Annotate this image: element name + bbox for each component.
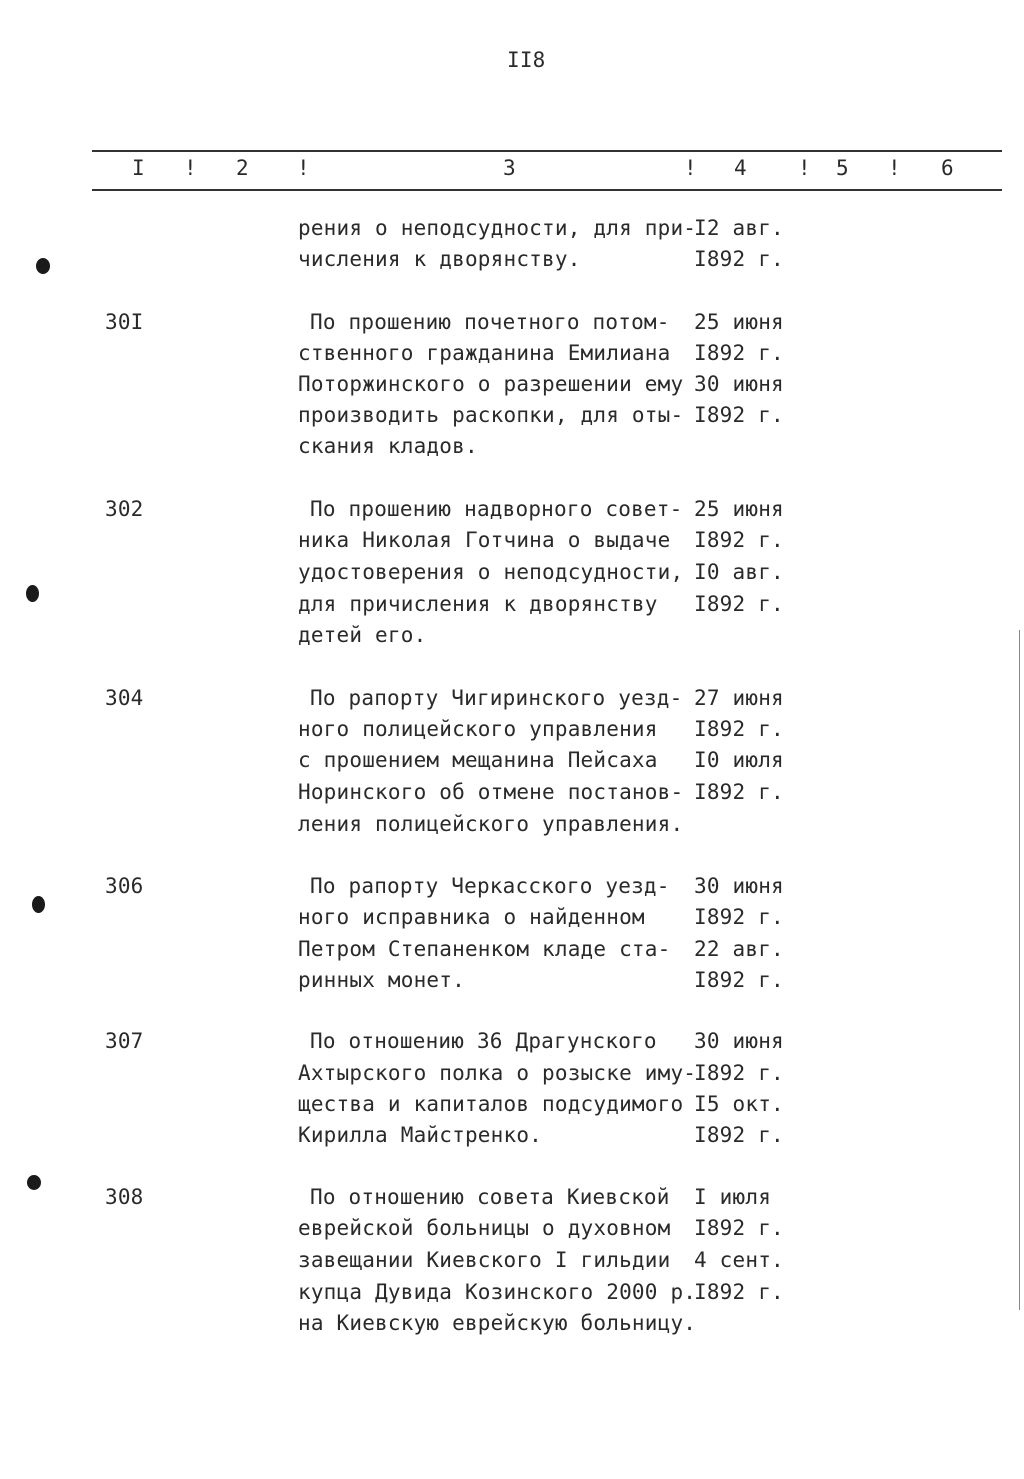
description-line: ственного гражданина Емилиана xyxy=(298,341,671,365)
date-line: 30 июня xyxy=(694,372,784,396)
description-line: щества и капиталов подсудимого xyxy=(298,1092,684,1116)
description-line: для причисления к дворянству xyxy=(298,592,658,616)
date-line: I892 г. xyxy=(694,968,784,992)
date-line: I2 авг. xyxy=(694,216,784,240)
description-line: По отношению совета Киевской xyxy=(310,1185,670,1209)
description-line: удостоверения о неподсудности, xyxy=(298,560,684,584)
col-separator: ! xyxy=(684,156,697,180)
col-separator: ! xyxy=(888,156,901,180)
entry-number: 30I xyxy=(105,310,144,334)
description-line: с прошением мещанина Пейсаха xyxy=(298,748,658,772)
date-line: I892 г. xyxy=(694,1216,784,1240)
col-separator: ! xyxy=(184,156,197,180)
date-line: 22 авг. xyxy=(694,937,784,961)
description-line: ника Николая Готчина о выдаче xyxy=(298,528,671,552)
description-line: По прошению почетного потом- xyxy=(310,310,670,334)
entry-number: 307 xyxy=(105,1029,144,1053)
description-line: Норинского об отмене постанов- xyxy=(298,780,684,804)
description-line: Ахтырского полка о розыске иму- xyxy=(298,1061,697,1085)
date-line: 4 сент. xyxy=(694,1248,784,1272)
description-line: ного исправника о найденном xyxy=(298,905,645,929)
description-line: завещании Киевского I гильдии xyxy=(298,1248,671,1272)
date-line: 30 июня xyxy=(694,874,784,898)
col-1-header: I xyxy=(132,156,145,180)
date-line: I892 г. xyxy=(694,247,784,271)
description-line: купца Дувида Козинского 2000 р. xyxy=(298,1280,697,1304)
col-3-header: 3 xyxy=(503,156,516,180)
description-line: еврейской больницы о духовном xyxy=(298,1216,671,1240)
description-line: скания кладов. xyxy=(298,434,478,458)
date-line: I892 г. xyxy=(694,403,784,427)
date-line: 30 июня xyxy=(694,1029,784,1053)
date-line: I892 г. xyxy=(694,1280,784,1304)
page-number: II8 xyxy=(507,48,546,72)
date-line: I0 июля xyxy=(694,748,784,772)
punch-hole xyxy=(32,896,45,913)
description-line: По рапорту Чигиринского уезд- xyxy=(310,686,683,710)
description-line: на Киевскую еврейскую больницу. xyxy=(298,1311,697,1335)
entry-number: 308 xyxy=(105,1185,144,1209)
header-top-rule xyxy=(92,150,1002,152)
date-line: I892 г. xyxy=(694,717,784,741)
date-line: I892 г. xyxy=(694,905,784,929)
date-line: I июля xyxy=(694,1185,772,1209)
description-line: По рапорту Черкасского уезд- xyxy=(310,874,670,898)
description-line: детей его. xyxy=(298,623,427,647)
entry-number: 304 xyxy=(105,686,144,710)
description-line: Петром Степаненком кладе ста- xyxy=(298,937,671,961)
description-line: производить раскопки, для оты- xyxy=(298,403,684,427)
date-line: I892 г. xyxy=(694,341,784,365)
col-5-header: 5 xyxy=(836,156,849,180)
col-2-header: 2 xyxy=(236,156,249,180)
description-line: ного полицейского управления xyxy=(298,717,658,741)
description-line: числения к дворянству. xyxy=(298,247,581,271)
date-line: I892 г. xyxy=(694,780,784,804)
description-line: ринных монет. xyxy=(298,968,465,992)
col-6-header: 6 xyxy=(941,156,954,180)
description-line: По прошению надворного совет- xyxy=(310,497,683,521)
description-line: ления полицейского управления. xyxy=(298,812,684,836)
punch-hole xyxy=(26,585,39,602)
date-line: I892 г. xyxy=(694,592,784,616)
punch-hole xyxy=(36,258,50,274)
entry-number: 306 xyxy=(105,874,144,898)
date-line: I892 г. xyxy=(694,528,784,552)
description-line: рения о неподсудности, для при- xyxy=(298,216,697,240)
date-line: I0 авг. xyxy=(694,560,784,584)
date-line: 25 июня xyxy=(694,497,784,521)
scan-edge-line xyxy=(1019,630,1020,1310)
col-separator: ! xyxy=(798,156,811,180)
description-line: По отношению 36 Драгунского xyxy=(310,1029,657,1053)
date-line: 25 июня xyxy=(694,310,784,334)
col-4-header: 4 xyxy=(734,156,747,180)
description-line: Кирилла Майстренко. xyxy=(298,1123,543,1147)
entry-number: 302 xyxy=(105,497,144,521)
date-line: 27 июня xyxy=(694,686,784,710)
date-line: I892 г. xyxy=(694,1123,784,1147)
col-separator: ! xyxy=(297,156,310,180)
date-line: I892 г. xyxy=(694,1061,784,1085)
header-bottom-rule xyxy=(92,189,1002,191)
description-line: Поторжинского о разрешении ему xyxy=(298,372,684,396)
punch-hole xyxy=(27,1175,41,1190)
date-line: I5 окт. xyxy=(694,1092,784,1116)
